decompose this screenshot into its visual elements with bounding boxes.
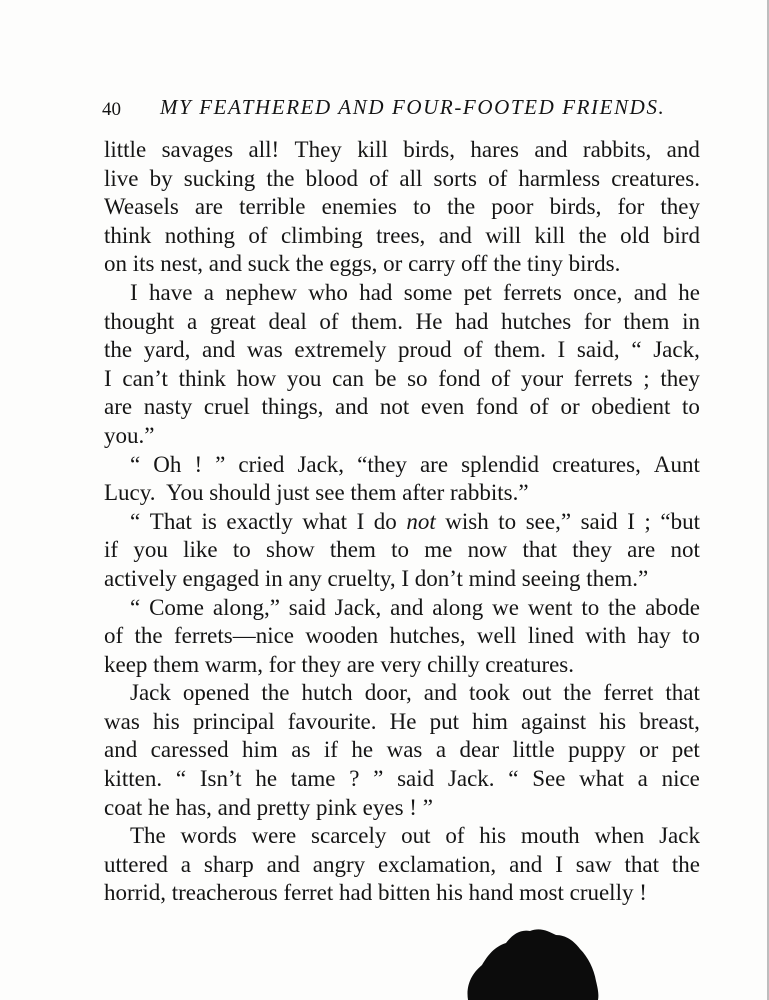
text-line: “ Oh ! ” cried Jack, “they are splendid creatures, Aunt	[130, 451, 700, 477]
text-line: and caressed him as if he was a dear little puppy or pet	[104, 737, 700, 763]
text-line: I can’t think how you can be so fond of your ferrets ; they	[104, 365, 700, 391]
text-line: I have a nephew who had some pet ferrets once, and he	[130, 279, 700, 305]
paragraph	[104, 279, 700, 451]
text-line: the yard, and was extremely proud of them. I said, “ Jack,	[104, 337, 700, 363]
text-line: little savages all! They kill birds, hares and rabbits, and	[104, 137, 700, 162]
ink-blot-stain	[462, 925, 600, 1000]
text-line: if you like to show them to me now that they are not	[104, 537, 700, 563]
paragraph	[104, 451, 700, 508]
paragraph	[104, 594, 700, 680]
paragraph	[104, 136, 700, 279]
paragraph	[104, 679, 700, 822]
text-line: on its nest, and suck the eggs, or carry off the tiny birds.	[104, 251, 621, 277]
paragraph	[104, 508, 700, 594]
paragraph	[104, 822, 700, 908]
text-line: Jack opened the hutch door, and took out the ferret that	[130, 680, 700, 706]
text-line: Weasels are terrible enemies to the poor birds, for they	[104, 194, 700, 220]
text-line: keep them warm, for they are very chilly creatures.	[104, 651, 575, 677]
text-line: are nasty cruel things, and not even fond of or obedient to	[104, 394, 700, 420]
text-line: uttered a sharp and angry exclamation, and I saw that the	[104, 851, 700, 877]
text-line: horrid, treacherous ferret had bitten his hand most cruelly !	[104, 880, 647, 906]
text-line: you.”	[104, 422, 155, 448]
text-line: was his principal favourite. He put him against his breast,	[104, 708, 700, 734]
page-header	[102, 95, 702, 125]
text-line: actively engaged in any cruelty, I don’t mind seeing them.”	[104, 565, 649, 591]
text-line: The words were scarcely out of his mouth when Jack	[130, 823, 700, 849]
text-line: thought a great deal of them. He had hutches for them in	[104, 308, 700, 334]
body-text	[104, 136, 700, 908]
text-line: kitten. “ Isn’t he tame ? ” said Jack. “ See what a nice	[104, 766, 700, 792]
text-line: coat he has, and pretty pink eyes ! ”	[104, 794, 433, 820]
running-title: MY FEATHERED AND FOUR-FOOTED FRIENDS.	[160, 95, 666, 119]
page-number: 40	[102, 99, 121, 120]
text-line: Lucy. You should just see them after rabbits.”	[104, 480, 529, 506]
text-line: think nothing of climbing trees, and will kill the old bird	[104, 222, 700, 248]
text-line: of the ferrets—nice wooden hutches, well lined with hay to	[104, 623, 700, 649]
text-line: “ Come along,” said Jack, and along we went to the abode	[130, 594, 700, 620]
text-line: live by sucking the blood of all sorts of harmless creatures.	[104, 165, 700, 191]
text-line: “ That is exactly what I do not wish to see,” said I ; “but	[130, 508, 700, 534]
